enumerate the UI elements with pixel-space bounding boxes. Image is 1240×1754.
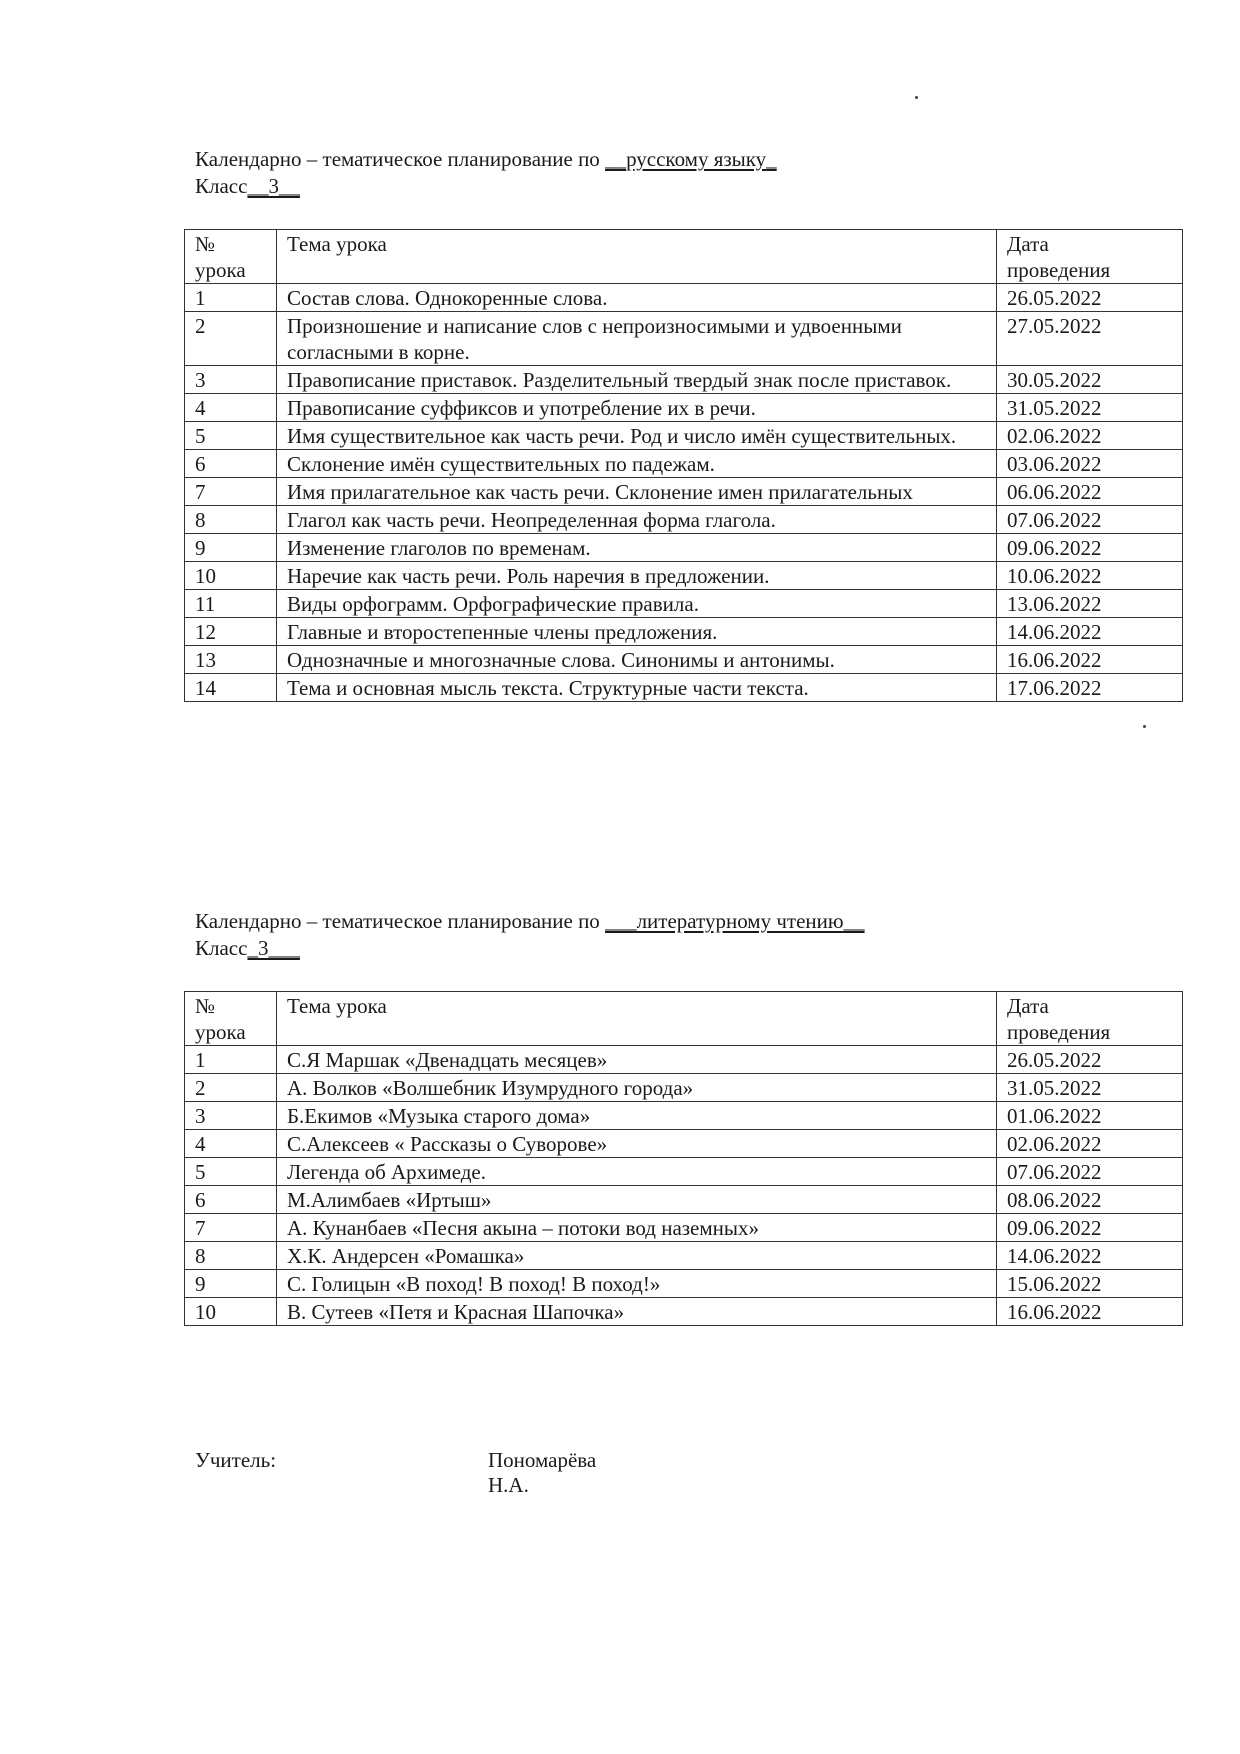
table-row	[185, 1130, 1183, 1158]
lesson-date-cell: 30.05.2022	[997, 366, 1183, 394]
lesson-topic-cell: Склонение имён существительных по падежам.	[277, 450, 997, 478]
russian-plan-header	[195, 146, 1185, 200]
table-row	[185, 1298, 1183, 1326]
table-row	[185, 450, 1183, 478]
lesson-topic-cell: Легенда об Архимеде.	[277, 1158, 997, 1186]
table-row	[185, 674, 1183, 702]
lesson-date-cell: 03.06.2022	[997, 450, 1183, 478]
lesson-number-cell: 4	[185, 394, 277, 422]
lesson-number-cell: 5	[185, 1158, 277, 1186]
lesson-date-cell: 16.06.2022	[997, 646, 1183, 674]
teacher-name: Пономарёва Н.А.	[488, 1448, 597, 1497]
table-row	[185, 422, 1183, 450]
lesson-topic-cell: С.Я Маршак «Двенадцать месяцев»	[277, 1046, 997, 1074]
lesson-number-cell: 3	[185, 1102, 277, 1130]
lesson-number-cell: 5	[185, 422, 277, 450]
lesson-topic-cell: Б.Екимов «Музыка старого дома»	[277, 1102, 997, 1130]
table-row	[185, 1158, 1183, 1186]
header-date: Дата проведения	[997, 230, 1183, 284]
class-label: Класс	[195, 936, 248, 960]
lesson-number-cell: 8	[185, 506, 277, 534]
lesson-number-cell: 9	[185, 534, 277, 562]
lesson-number-cell: 7	[185, 478, 277, 506]
plan-subject: литературному чтению	[636, 909, 844, 933]
lesson-number-cell: 1	[185, 1046, 277, 1074]
lesson-date-cell: 07.06.2022	[997, 1158, 1183, 1186]
header-topic: Тема урока	[277, 230, 997, 284]
table-header-row	[185, 230, 1183, 284]
table-row	[185, 284, 1183, 312]
lesson-number-cell: 11	[185, 590, 277, 618]
table-row	[185, 618, 1183, 646]
table-row	[185, 1270, 1183, 1298]
table-row	[185, 312, 1183, 366]
lesson-topic-cell: С. Голицын «В поход! В поход! В поход!»	[277, 1270, 997, 1298]
table-row	[185, 1074, 1183, 1102]
lesson-date-cell: 14.06.2022	[997, 618, 1183, 646]
lesson-number-cell: 14	[185, 674, 277, 702]
literature-class-line	[195, 935, 1185, 962]
lesson-number-cell: 2	[185, 312, 277, 366]
table-row	[185, 1186, 1183, 1214]
class-value: __3__	[247, 174, 300, 198]
lesson-topic-cell: Произношение и написание слов с непроизносимыми и удвоенными согласными в корне.	[277, 312, 997, 366]
lesson-number-cell: 4	[185, 1130, 277, 1158]
plan-subject: русскому языку	[626, 147, 767, 171]
table-row	[185, 366, 1183, 394]
plan-subject-field: __русскому языку_	[605, 147, 777, 171]
lesson-topic-cell: М.Алимбаев «Иртыш»	[277, 1186, 997, 1214]
lesson-date-cell: 08.06.2022	[997, 1186, 1183, 1214]
table-row	[185, 646, 1183, 674]
lesson-date-cell: 13.06.2022	[997, 590, 1183, 618]
lesson-date-cell: 27.05.2022	[997, 312, 1183, 366]
lesson-topic-cell: Изменение глаголов по временам.	[277, 534, 997, 562]
lesson-date-cell: 07.06.2022	[997, 506, 1183, 534]
literature-plan-title	[195, 908, 1185, 935]
scan-speck	[915, 96, 918, 99]
table-body	[185, 992, 1183, 1326]
plan-subject-field: ___литературному чтению__	[605, 909, 865, 933]
header-num: № урока	[185, 992, 277, 1046]
lesson-number-cell: 10	[185, 562, 277, 590]
table-row	[185, 590, 1183, 618]
lesson-date-cell: 01.06.2022	[997, 1102, 1183, 1130]
table-row	[185, 394, 1183, 422]
table-row	[185, 478, 1183, 506]
plan-title-prefix: Календарно – тематическое планирование по	[195, 147, 600, 171]
lesson-topic-cell: Х.К. Андерсен «Ромашка»	[277, 1242, 997, 1270]
header-topic: Тема урока	[277, 992, 997, 1046]
class-label: Класс	[195, 174, 248, 198]
literature-plan-table	[184, 991, 1183, 1326]
lesson-date-cell: 14.06.2022	[997, 1242, 1183, 1270]
class-value: _3___	[247, 936, 300, 960]
russian-plan-title	[195, 146, 1185, 173]
lesson-topic-cell: Состав слова. Однокоренные слова.	[277, 284, 997, 312]
lesson-topic-cell: А. Волков «Волшебник Изумрудного города»	[277, 1074, 997, 1102]
plan-title-prefix: Календарно – тематическое планирование по	[195, 909, 600, 933]
lesson-date-cell: 26.05.2022	[997, 1046, 1183, 1074]
lesson-topic-cell: Глагол как часть речи. Неопределенная форма глагола.	[277, 506, 997, 534]
lesson-topic-cell: Имя прилагательное как часть речи. Склонение имен прилагательных	[277, 478, 997, 506]
teacher-label: Учитель:	[195, 1448, 277, 1472]
lesson-topic-cell: В. Сутеев «Петя и Красная Шапочка»	[277, 1298, 997, 1326]
lesson-date-cell: 02.06.2022	[997, 422, 1183, 450]
table-row	[185, 1214, 1183, 1242]
lesson-number-cell: 12	[185, 618, 277, 646]
lesson-number-cell: 10	[185, 1298, 277, 1326]
lesson-topic-cell: Правописание суффиксов и употребление их в речи.	[277, 394, 997, 422]
table-row	[185, 534, 1183, 562]
table-row	[185, 506, 1183, 534]
lesson-date-cell: 26.05.2022	[997, 284, 1183, 312]
literature-plan-header	[195, 908, 1185, 962]
lesson-topic-cell: Имя существительное как часть речи. Род и число имён существительных.	[277, 422, 997, 450]
lesson-date-cell: 06.06.2022	[997, 478, 1183, 506]
lesson-topic-cell: Однозначные и многозначные слова. Синонимы и антонимы.	[277, 646, 997, 674]
lesson-topic-cell: Виды орфограмм. Орфографические правила.	[277, 590, 997, 618]
header-date: Дата проведения	[997, 992, 1183, 1046]
table-header-row	[185, 992, 1183, 1046]
lesson-number-cell: 6	[185, 450, 277, 478]
table-row	[185, 562, 1183, 590]
lesson-number-cell: 1	[185, 284, 277, 312]
lesson-date-cell: 16.06.2022	[997, 1298, 1183, 1326]
lesson-number-cell: 3	[185, 366, 277, 394]
russian-plan-table	[184, 229, 1183, 702]
lesson-topic-cell: С.Алексеев « Рассказы о Суворове»	[277, 1130, 997, 1158]
lesson-number-cell: 2	[185, 1074, 277, 1102]
lesson-topic-cell: Тема и основная мысль текста. Структурные части текста.	[277, 674, 997, 702]
lesson-date-cell: 10.06.2022	[997, 562, 1183, 590]
table-body	[185, 230, 1183, 702]
lesson-topic-cell: А. Кунанбаев «Песня акына – потоки вод наземных»	[277, 1214, 997, 1242]
lesson-date-cell: 02.06.2022	[997, 1130, 1183, 1158]
russian-class-line	[195, 173, 1185, 200]
lesson-number-cell: 13	[185, 646, 277, 674]
lesson-date-cell: 15.06.2022	[997, 1270, 1183, 1298]
lesson-number-cell: 6	[185, 1186, 277, 1214]
lesson-date-cell: 17.06.2022	[997, 674, 1183, 702]
lesson-number-cell: 9	[185, 1270, 277, 1298]
lesson-topic-cell: Наречие как часть речи. Роль наречия в предложении.	[277, 562, 997, 590]
lesson-date-cell: 09.06.2022	[997, 1214, 1183, 1242]
scan-speck	[1143, 725, 1146, 728]
lesson-topic-cell: Правописание приставок. Разделительный твердый знак после приставок.	[277, 366, 997, 394]
lesson-number-cell: 7	[185, 1214, 277, 1242]
header-num: № урока	[185, 230, 277, 284]
lesson-date-cell: 09.06.2022	[997, 534, 1183, 562]
lesson-date-cell: 31.05.2022	[997, 394, 1183, 422]
table-row	[185, 1102, 1183, 1130]
lesson-number-cell: 8	[185, 1242, 277, 1270]
table-row	[185, 1046, 1183, 1074]
lesson-topic-cell: Главные и второстепенные члены предложения.	[277, 618, 997, 646]
lesson-date-cell: 31.05.2022	[997, 1074, 1183, 1102]
table-row	[185, 1242, 1183, 1270]
